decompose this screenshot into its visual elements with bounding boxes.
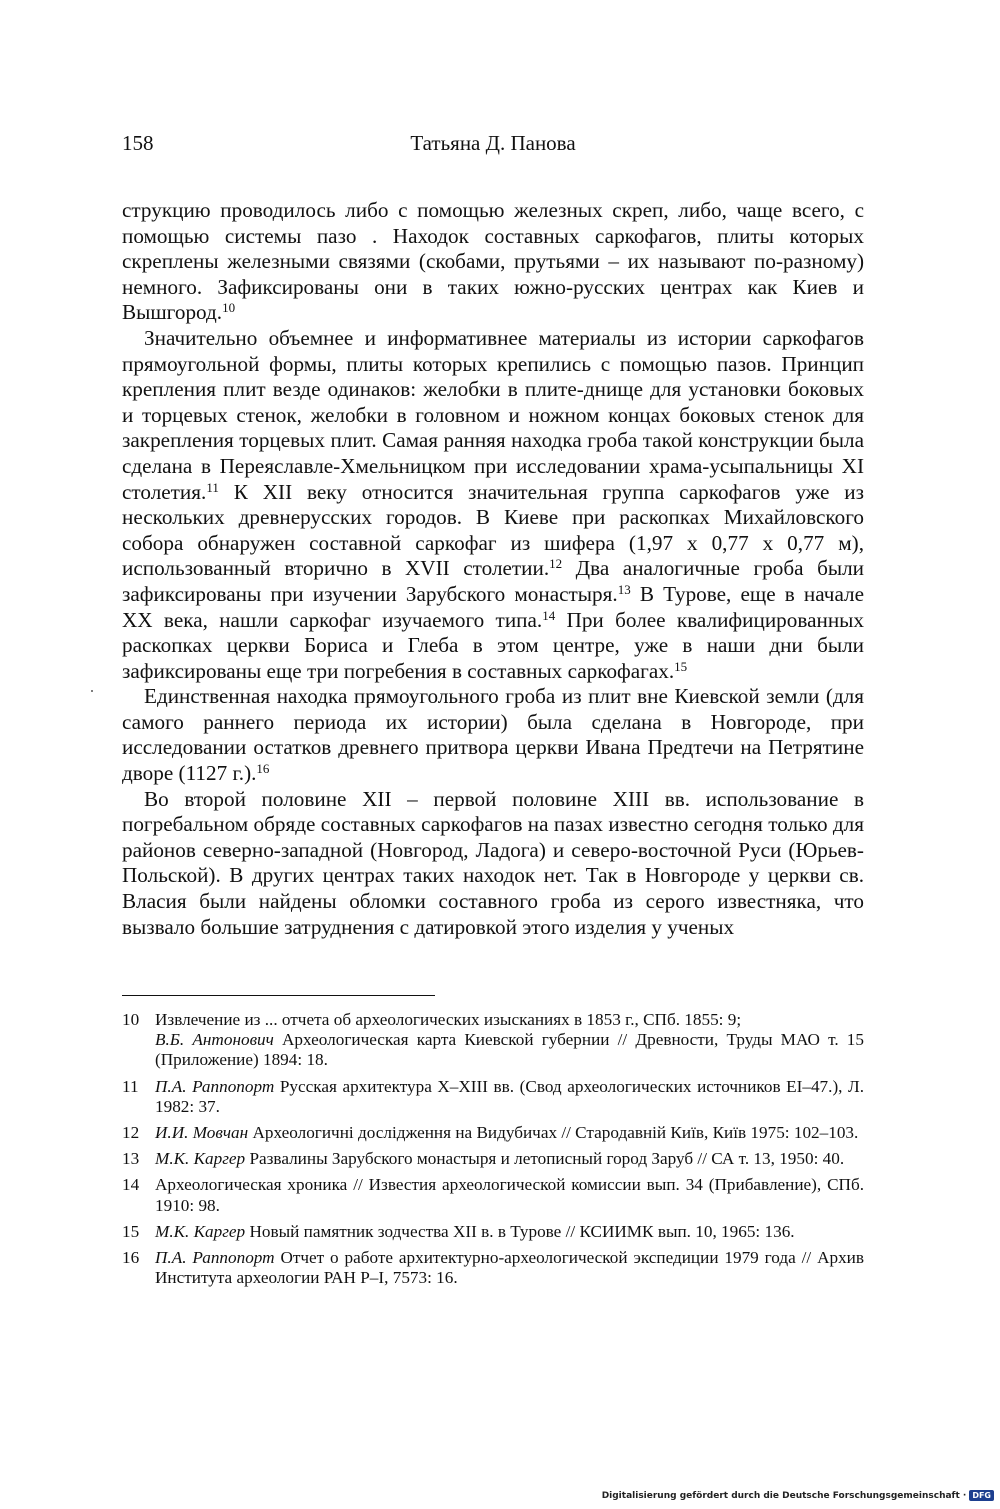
paragraph <box>122 198 864 326</box>
footnote-number: 12 <box>122 1123 140 1143</box>
text-run: При более квалифицированных раскопках церкви Бориса и Глеба в этом центре, уже в наши дни были зафиксированы еще три погребения в составных саркофагах. <box>122 607 864 683</box>
footnote-ref: 14 <box>542 607 556 623</box>
footnote-text <box>155 1149 864 1169</box>
footnote-text <box>155 1222 864 1242</box>
text-run: Два аналогичные гроба были зафиксированы при изучении Зарубского монастыря. <box>122 556 864 606</box>
paragraph <box>122 787 864 941</box>
footnote-item <box>122 1123 864 1143</box>
footnote-author: В.Б. Антонович <box>155 1030 274 1050</box>
text-run: Единственная находка прямоугольного гроба из плит вне Киевской земли (для самого раннего периода их истории) была сделана в Новгороде, при исследовании остатков древнего притвора церкви Ивана Предтечи на Петрятине дворе (1127 г.). <box>122 684 864 786</box>
banner-text: Digitalisierung gefördert durch die Deutsche Forschungsgemeinschaft · <box>601 1490 967 1501</box>
text-run: В Турове, еще в начале XX века, нашли саркофаг изучаемого типа. <box>122 581 865 632</box>
footnote-number: 16 <box>122 1248 140 1268</box>
page-header <box>122 131 864 161</box>
footnote-body: Новый памятник зодчества XII в. в Турове // КСИИМК вып. 10, 1965: 136. <box>245 1221 795 1241</box>
footnote-ref: 12 <box>549 556 563 572</box>
footnote-item <box>122 1248 864 1288</box>
text-run: Во второй половине XII – первой половине XIII вв. использование в погребальном обряде составных саркофагов на пазах известно сегодня только для районов северно-западной (Новгород, Ладога) и северо-восточной Руси (Юрьев-Польской). В других центрах таких находок нет. Так в Новгороде у церкви св. Власия были найдены обломки составного гроба из серого известняка, что вызвало большие затруднения с датировкой этого изделия у ученых <box>122 786 864 939</box>
footnote-author: П.А. Раппопорт <box>155 1248 275 1268</box>
footnote-ref: 15 <box>674 658 688 674</box>
footnote-number: 15 <box>122 1221 140 1241</box>
footnotes <box>122 1010 864 1294</box>
dfg-logo-icon: DFG <box>969 1490 994 1501</box>
footnote-text <box>155 1010 864 1071</box>
footnote-item <box>122 1149 864 1169</box>
footnote-author: М.К. Каргер <box>155 1149 246 1169</box>
footnote-number: 14 <box>122 1175 140 1195</box>
page-number: 158 <box>122 131 154 155</box>
footnote-author: И.И. Мовчан <box>155 1123 249 1143</box>
scan-speck <box>91 690 93 692</box>
footnote-text <box>155 1175 864 1215</box>
footnote-body: Русская архитектура X–XIII вв. (Свод археологических источников ЕI–47.), Л. 1982: 37. <box>155 1076 864 1116</box>
footnote-body: Извлечение из ... отчета об археологических изысканиях в 1853 г., СПб. 1855: 9; <box>155 1010 742 1029</box>
footnote-body: Археологическая хроника // Известия археологической комиссии вып. 34 (Прибавление), СПб. 1910: 98. <box>155 1175 864 1215</box>
footnote-number: 11 <box>122 1076 139 1096</box>
footnote-item <box>122 1010 864 1071</box>
footnote-text <box>155 1248 864 1288</box>
footnote-text <box>155 1077 864 1117</box>
footnote-number: 13 <box>122 1149 140 1169</box>
body-text <box>122 198 864 940</box>
footnote-item <box>122 1175 864 1215</box>
footnote-ref: 16 <box>256 761 270 777</box>
text-run: Значительно объемнее и информативнее материалы из истории саркофагов прямоугольной формы, плиты которых крепились с помощью пазов. Принцип крепления плит везде одинаков: желобки в плите-днище для установки боковых и торцевых стенок, желобки в головном и ножном концах боковых стенок для закрепления торцевых плит. Самая ранняя находка гроба такой конструкции была сделана в Переяславле-Хмельницком при исследовании храма-усыпальницы XI столетия. <box>122 325 864 504</box>
footnote-item <box>122 1077 864 1117</box>
digitization-banner <box>602 1490 994 1501</box>
footnote-ref: 10 <box>222 300 236 316</box>
footnote-body: Развалины Зарубского монастыря и летописный город Заруб // СА т. 13, 1950: 40. <box>245 1149 845 1169</box>
footnote-rule <box>122 995 435 996</box>
footnote-number: 10 <box>122 1010 140 1029</box>
footnote-ref: 13 <box>617 581 631 597</box>
text-run: струкцию проводилось либо с помощью железных скреп, либо, чаще всего, с помощью системы пазо . Находок составных саркофагов, плиты которых скреплены железными связями (скобами, прутьями – их называют по-разному) немного. Зафиксированы они в таких южно-русских центрах как Киев и Вышгород. <box>122 198 864 325</box>
footnote-author: М.К. Каргер <box>155 1221 246 1241</box>
footnote-author: П.А. Раппопорт <box>155 1076 275 1096</box>
paragraph <box>122 326 864 684</box>
paragraph <box>122 684 864 786</box>
footnote-ref: 11 <box>206 479 219 495</box>
footnote-body: Отчет о работе архитектурно-археологической экспедиции 1979 года // Архив Института археологии РАН Р–I, 7573: 16. <box>155 1248 864 1288</box>
footnote-item <box>122 1222 864 1242</box>
text-run: К XII веку относится значительная группа саркофагов уже из нескольких древнерусских городов. В Киеве при раскопках Михайловского собора обнаружен составной саркофаг из шифера (1,97 х 0,77 х 0,77 м), использованный вторично в XVII столетии. <box>122 479 864 581</box>
running-head: Татьяна Д. Панова <box>410 131 576 155</box>
footnote-body: Археологичнi дослiдження на Видубичах // Стародавнiй Київ, Київ 1975: 102–103. <box>248 1123 859 1143</box>
footnote-text <box>155 1123 864 1143</box>
footnote-body: Археологическая карта Киевской губернии // Древности, Труды МАО т. 15 (Приложение) 1894: 18. <box>155 1030 864 1070</box>
